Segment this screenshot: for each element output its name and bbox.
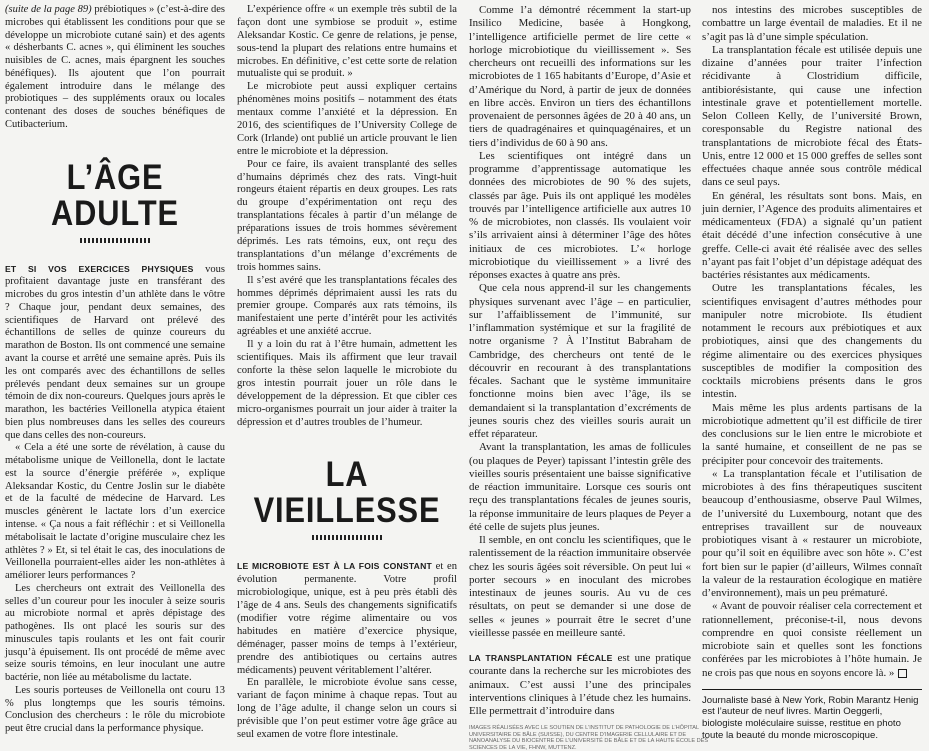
paragraph: LA TRANSPLANTATION FÉCALE est une pratique courante dans la recherche sur les microbiotes des animaux. C’est aussi l’une des principales interventions cliniques à l’étude chez les humains. Elle permettrait d’introduire dans [469, 652, 691, 717]
column-4 [702, 4, 922, 741]
author-bio: Journaliste basé à New York, Robin Marantz Henig est l’auteur de neuf livres. Martin Oeggerli, biologiste moléculaire suisse, restitue en photo toute la beauté du monde microscopique. [702, 689, 922, 741]
column-1 [5, 4, 225, 736]
paragraph: Les chercheurs ont extrait des Veillonella des selles d’un coureur pour les inoculer à seize souris au microbiote normal et après dépistage des pathogènes. Ils ont placé les souris sur des minuscules tapis roulants et les ont fait courir jusqu’à épuisement. Ils ont procédé de même avec seize souris témoins, en leur inoculant une autre bactérie, non liée au métabolisme du lactate. [5, 582, 225, 684]
column-3 [469, 4, 691, 718]
paragraph: Il semble, en ont conclu les scientifiques, que le ralentissement de la réaction immunitaire observée chez les souris âgées soit réversible. On peut lui « porter secours » en inoculant des microbes intestinaux de jeunes souris. Au vu de ces résultats, on peut se demander si une dose de selles « jeunes » pourrait être le secret d’une vieillesse passée en meilleure santé. [469, 534, 691, 639]
paragraph: La transplantation fécale est utilisée depuis une dizaine d’années pour traiter l’infection récidivante à Clostridium difficile, antibiorésistante, qui cause une infection intestinale grave et potentiellement mortelle. Selon Colleen Kelly, de l’université Brown, coresponsable du Registre national des transplantations de microbiote fécal des États-Unis, entre 12 000 et 15 000 greffes de selles sont effectuées chaque année sous contrôle médical dans ce seul pays. [702, 43, 922, 189]
paragraph: Il y a loin du rat à l’être humain, admettent les scientifiques. Mais ils affirment que leur travail conforte la thèse selon laquelle le microbiote du gros intestin pourrait jouer un rôle dans le développement de la dépression. Et que cibler ces micro-organismes pourrait un jour aider à traiter la dépression et d’autres troubles de l’humeur. [237, 339, 457, 428]
lead-in: ET SI VOS EXERCICES PHYSIQUES [5, 263, 194, 274]
paragraph: Avant la transplantation, les amas de follicules (ou plaques de Peyer) tapissant l’intestin grêle des vieilles souris présentaient une baisse significative de réaction immunitaire. Lorsque ces souris ont reçu des transplantations fécales de jeunes souris, la réponse immunitaire de leurs plaques de Peyer a été celle de sujets plus jeunes. [469, 441, 691, 533]
column-2 [237, 4, 457, 742]
lead-in: LE MICROBIOTE EST À LA FOIS CONSTANT [237, 561, 432, 572]
paragraph: Comme l’a démontré récemment la start-up Insilico Medicine, basée à Hongkong, l’intelligence artificielle permet de lire cette « horloge microbiotique du vieillissement ». Ses chercheurs ont recueilli des informations sur les microbiotes de 1 165 habitants d’Europe, d’Asie et d’Amérique du Nord, à partir de jeux de données en libre accès. Environ un tiers des échantillons provenaient de personnes âgées de 20 à 40 ans, un tiers de quadragénaires et quinquagénaires, et un tiers d’individus de 60 à 90 ans. [469, 4, 691, 149]
paragraph: Que cela nous apprend-il sur les changements physiques survenant avec l’âge – en particulier, sur l’affaiblissement de l’immunité, sur l’inflammation systémique et sur la fragilité de notre organisme ? À l’Institut Babraham de Cambridge, des chercheurs ont tenté de le découvrir en recourant à des transplantations fécales. Sachant que le système immunitaire fonctionne moins bien avec l’âge, ils se demandaient si la transplantation d’excréments de jeunes souris chez des vieilles souris aurait un effet réparateur. [469, 282, 691, 440]
paragraph: Pour ce faire, ils avaient transplanté des selles d’humains déprimés chez des rats. Vingt-huit rongeurs étaient répartis en deux groupes. Les rats du groupe d’expérimentation ont reçu des transplantations fécales à partir d’un mélange de préparations issues de trois hommes sévèrement déprimés. Les rats témoins, eux, ont reçu des transplantations d’un mélange d’excréments de trois hommes sains. [237, 158, 457, 273]
paragraph: (suite de la page 89) prébiotiques » (c’est-à-dire des microbes qui établissent les conditions pour que se développe un microbiote cutané sain) et des agents « désherbants C. acnes », qui éliminent les souches nuisibles de C. acnes, mais épargnent les souches bénéfiques). Ils ajoutent que l’on pourrait également introduire dans le mélange des probiotiques – des suppléments oraux ou locales contenant des doses de souches bénéfiques de Cutibacterium. [5, 4, 226, 130]
dotted-divider [312, 535, 382, 540]
paragraph: « Cela a été une sorte de révélation, à cause du métabolisme unique de Veillonella, dont le lactate est la source d’énergie préférée », explique Aleksandar Kostic, du Centre Joslin sur le diabète et de la faculté de médecine de Harvard. Les muscles génèrent le lactate lors d’un exercice intense. « Ça nous a fait réfléchir : et si Veillonella métabolisait le lactate d’origine musculaire chez les athlètes ? » Et, si tel était le cas, des inoculations de Veillonella pourraient-elles aider les non-athlètes à améliorer leurs performances ? [5, 442, 225, 582]
paragraph: Le microbiote peut aussi expliquer certains phénomènes moins positifs – notamment des états mentaux comme l’anxiété et la dépression. En 2016, des scientifiques de l’University College de Cork (Irlande) ont publié un article prouvant le lien entre le microbiote et la dépression. [237, 81, 457, 157]
end-of-article-icon [898, 669, 907, 678]
paragraph: ET SI VOS EXERCICES PHYSIQUES vous profitaient davantage juste en transférant des microbes du gros intestin d’un athlète dans le vôtre ? Chaque jour, pendant deux semaines, des scientifiques de Harvard ont prélevé des échantillons de selles de quinze coureurs du marathon de Boston. Ils ont commencé une semaine avant la course et arrêté une semaine après. Puis ils les ont comparés avec des échantillons de selles prélevés pendant deux semaines sur un groupe témoin de dix non-coureurs. Quelques jours après le marathon, les bactéries Veillonella atypica étaient bien plus nombreuses dans les selles des coureurs que dans celles des non-coureurs. [5, 263, 225, 441]
section-heading-adult: L’ÂGE ADULTE [51, 157, 179, 233]
image-credit: IMAGES RÉALISÉES AVEC LE SOUTIEN DE L’INSTITUT DE PATHOLOGIE DE L’HÔPITAL UNIVERSITAIRE DE BÂLE (SUISSE), DU CENTRE D’IMAGERIE CELLULAIRE ET DE NANOANALYSE DU BIOCENTRE DE L’UNIVERSITÉ DE BÂLE ET DE LA HAUTE ÉCOLE DES SCIENCES DE LA VIE, FHNW, MUTTENZ. [469, 725, 709, 751]
paragraph: L’expérience offre « un exemple très subtil de la façon dont une symbiose se produit », estime Aleksandar Kostic. Ce genre de relations, je pense, sous-tend la plupart des relations entre humains et microbes. En définitive, c’est cette sorte de relation mutualiste qui se produit. » [237, 4, 457, 80]
paragraph: « La transplantation fécale et l’utilisation de microbiotes à des fins thérapeutiques suscitent beaucoup d’enthousiasme, observe Paul Wilmes, de l’université du Luxembourg, notant que des entreprises travaillent sur de nouveaux probiotiques visant à « restaurer un microbiote, pour qu’il soit en équilibre avec son hôte ». C’est fort bien sur le papier (d’ailleurs, Wilmes connaît la valeur de la restauration écologique en matière d’environnement), mais un peu prématuré. [702, 467, 922, 599]
paragraph: nos intestins des microbes susceptibles de combattre un large éventail de maladies. Et il ne s’agit pas là d’une simple spéculation. [702, 4, 922, 43]
paragraph: Les scientifiques ont intégré dans un programme d’apprentissage automatique les données des microbiotes de 90 % des sujets, classés par âge. Puis ils ont appliqué les modèles trouvés par l’intelligence artificielle aux autres 10 % de microbiotes, non classés. Ils voulaient voir s’ils arrivaient ainsi à déterminer l’âge des hôtes initiaux de ces microbiotes. L’« horloge microbiotique du vieillissement » a livré des réponses exactes à quatre ans près. [469, 149, 691, 281]
continued-from-marker: (suite de la page 89) [5, 4, 92, 15]
paragraph: « Avant de pouvoir réaliser cela correctement et rationnellement, préconise-t-il, nous devons comprendre en quoi consiste réellement un microbiote sain et quelles sont les fonctions conférées par les microbiotes à l’hôte humain. Je ne crois pas que nous en soyons encore là. » [702, 600, 922, 679]
paragraph: En parallèle, le microbiote évolue sans cesse, variant de façon minime à chaque repas. Tout au long de l’âge adulte, il change selon un cours si prévisible que l’on peut estimer votre âge grâce au seul examen de votre flore intestinale. [237, 677, 457, 740]
paragraph: En général, les résultats sont bons. Mais, en juin dernier, l’Agence des produits alimentaires et médicamenteux (FDA) a signalé qu’un patient était décédé d’une infection consécutive à une greffe. Celle-ci avait été réalisée avec des selles n’ayant pas fait l’objet d’un dépistage adéquat des bactéries résistantes aux médicaments. [702, 189, 922, 281]
dotted-divider [80, 238, 150, 243]
paragraph: LE MICROBIOTE EST À LA FOIS CONSTANT et en évolution permanente. Votre profil microbiologique, unique, est à peu près établi dès l’âge de 4 ans. Seuls des changements significatifs (modifier votre régime alimentaire ou vos habitudes en matière d’exercice physique, déménager, passer moins de temps à l’extérieur, prendre des antibiotiques ou certains autres médicaments) peuvent véritablement l’altérer. [237, 561, 457, 676]
paragraph: Il s’est avéré que les transplantations fécales des hommes déprimés déprimaient aussi les rats du premier groupe. Comparés aux rats témoins, ils manifestaient une perte d’intérêt pour les activités agréables et une anxiété accrue. [237, 274, 457, 338]
lead-in: LA TRANSPLANTATION FÉCALE [469, 653, 613, 663]
paragraph: Mais même les plus ardents partisans de la microbiotique admettent qu’il est difficile de tirer des conclusions sur le lien entre le microbiote et la santé humaine, et conseillent de ne pas se précipiter pour concevoir des traitements. [702, 401, 922, 467]
paragraph: Outre les transplantations fécales, les scientifiques envisagent d’autres méthodes pour manipuler notre microbiote. Ils étudient notamment le recours aux prébiotiques et aux probiotiques, ainsi que des changements du régime alimentaire ou des exercices physiques susceptibles de modifier la composition des cocktails microbiens présents dans le gros intestin. [702, 282, 922, 401]
section-heading-old-age: LA VIEILLESSE [253, 455, 441, 531]
paragraph: Les souris porteuses de Veillonella ont couru 13 % plus longtemps que les souris témoins. Conclusion des chercheurs : le rôle du microbiote peut être crucial dans la performance physique. [5, 684, 225, 735]
